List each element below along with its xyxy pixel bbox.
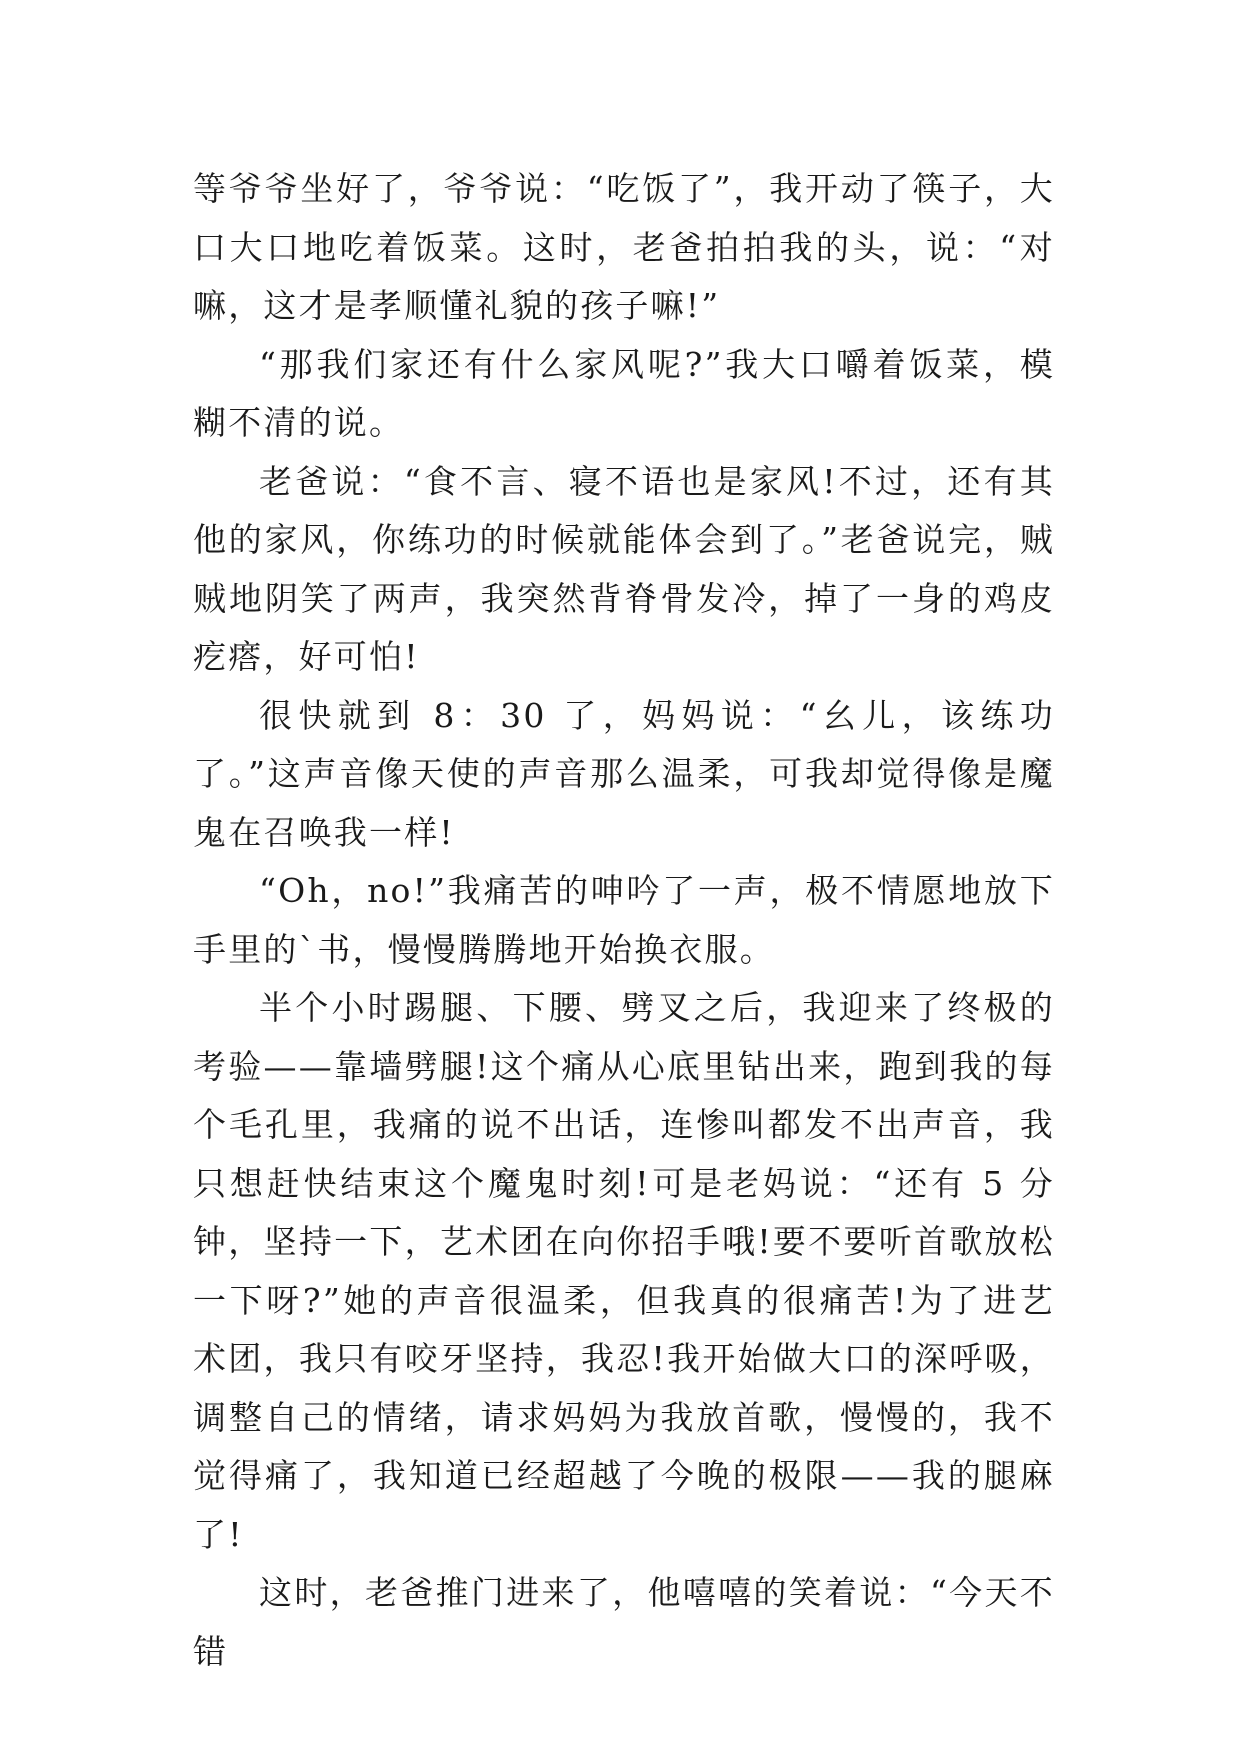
paragraph-4: 很快就到 8：30 了，妈妈说：“幺儿，该练功了。”这声音像天使的声音那么温柔，可我却觉得像是魔鬼在召唤我一样! (193, 695, 1055, 852)
paragraph-5: “Oh，no!”我痛苦的呻吟了一声，极不情愿地放下手里的`书，慢慢腾腾地开始换衣服。 (193, 871, 1055, 969)
paragraph-2: “那我们家还有什么家风呢?”我大口嚼着饭菜，模糊不清的说。 (193, 344, 1055, 442)
paragraph-1: 等爷爷坐好了，爷爷说：“吃饭了”，我开动了筷子，大口大口地吃着饭菜。这时，老爸拍拍我的头，说：“对嘛，这才是孝顺懂礼貌的孩子嘛!” (193, 169, 1055, 325)
document-body (193, 160, 1055, 1681)
paragraph-6: 半个小时踢腿、下腰、劈叉之后，我迎来了终极的考验——靠墙劈腿!这个痛从心底里钻出来，跑到我的每个毛孔里，我痛的说不出话，连惨叫都发不出声音，我只想赶快结束这个魔鬼时刻!可是老妈说：“还有 5 分钟，坚持一下，艺术团在向你招手哦!要不要听首歌放松一下呀?”她的声音很温柔，但我真的很痛苦!为了进艺术团，我只有咬牙坚持，我忍!我开始做大口的深呼吸，调整自己的情绪，请求妈妈为我放首歌，慢慢的，我不觉得痛了，我知道已经超越了今晚的极限——我的腿麻了! (193, 988, 1055, 1554)
paragraph-7: 这时，老爸推门进来了，他嘻嘻的笑着说：“今天不错 (193, 1573, 1055, 1671)
paragraph-3: 老爸说：“食不言、寝不语也是家风!不过，还有其他的家风，你练功的时候就能体会到了。”老爸说完，贼贼地阴笑了两声，我突然背脊骨发冷，掉了一身的鸡皮疙瘩，好可怕! (193, 461, 1055, 676)
